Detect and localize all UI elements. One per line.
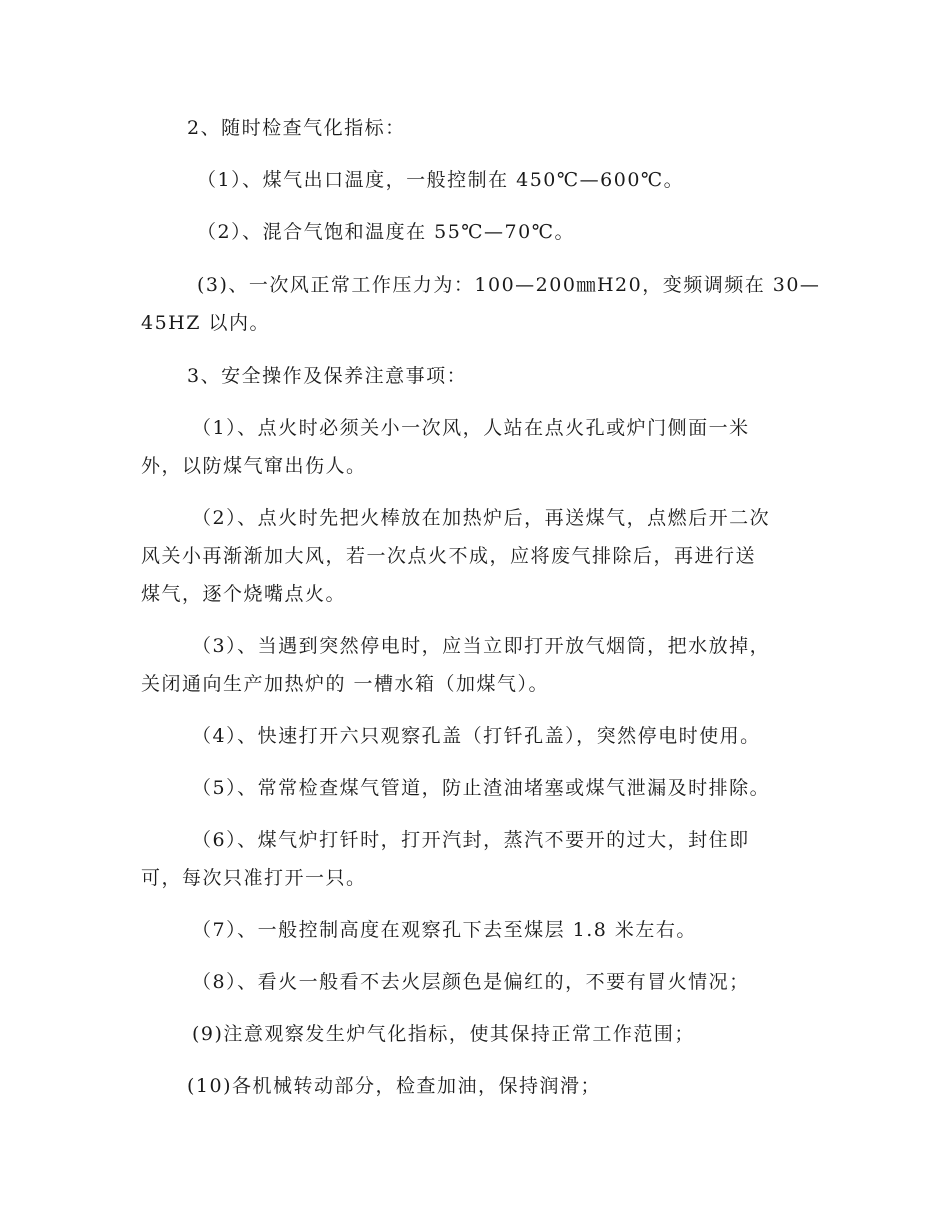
section-3-item-1-line-2: 外，以防煤气窜出伤人。 <box>141 455 367 477</box>
section-2-heading: 2、随时检查气化指标： <box>187 117 406 139</box>
section-3-item-3-line-2: 关闭通向生产加热炉的 一槽水箱（加煤气）。 <box>141 673 550 695</box>
section-3-item-3-line-1: （3）、当遇到突然停电时，应当立即打开放气烟筒，把水放掉， <box>192 635 771 657</box>
section-3-item-1-line-1: （1）、点火时必须关小一次风，人站在点火孔或炉门侧面一米 <box>192 417 750 439</box>
section-3-item-9: (9)注意观察发生炉气化指标，使其保持正常工作范围； <box>192 1023 695 1045</box>
section-2-item-2: （2）、混合气饱和温度在 55℃—70℃。 <box>197 221 575 243</box>
section-3-item-10: (10)各机械转动部分，检查加油，保持润滑； <box>187 1075 602 1097</box>
section-3-item-6-line-1: （6）、煤气炉打钎时，打开汽封，蒸汽不要开的过大，封住即 <box>192 829 750 851</box>
section-3-item-4: （4）、快速打开六只观察孔盖（打钎孔盖），突然停电时使用。 <box>192 725 761 747</box>
section-3-item-7: （7）、一般控制高度在观察孔下去至煤层 1.8 米左右。 <box>192 919 697 941</box>
section-3-item-8: （8）、看火一般看不去火层颜色是偏红的，不要有冒火情况； <box>192 971 750 993</box>
section-3-item-5: （5）、常常检查煤气管道，防止渣油堵塞或煤气泄漏及时排除。 <box>192 777 771 799</box>
section-2-item-1: （1）、煤气出口温度，一般控制在 450℃—600℃。 <box>197 169 685 191</box>
section-3-item-2-line-2: 风关小再渐渐加大风，若一次点火不成，应将废气排除后，再进行送 <box>141 545 757 567</box>
section-3-item-6-line-2: 可，每次只准打开一只。 <box>141 867 367 889</box>
section-3-item-2-line-1: （2）、点火时先把火棒放在加热炉后，再送煤气，点燃后开二次 <box>192 507 771 529</box>
section-3-heading: 3、安全操作及保养注意事项： <box>187 365 468 387</box>
section-2-item-3-line-2: 45HZ 以内。 <box>141 312 270 334</box>
section-3-item-2-line-3: 煤气，逐个烧嘴点火。 <box>141 583 347 605</box>
section-2-item-3-line-1: (3)、一次风正常工作压力为：100—200㎜H20，变频调频在 30— <box>197 274 821 296</box>
